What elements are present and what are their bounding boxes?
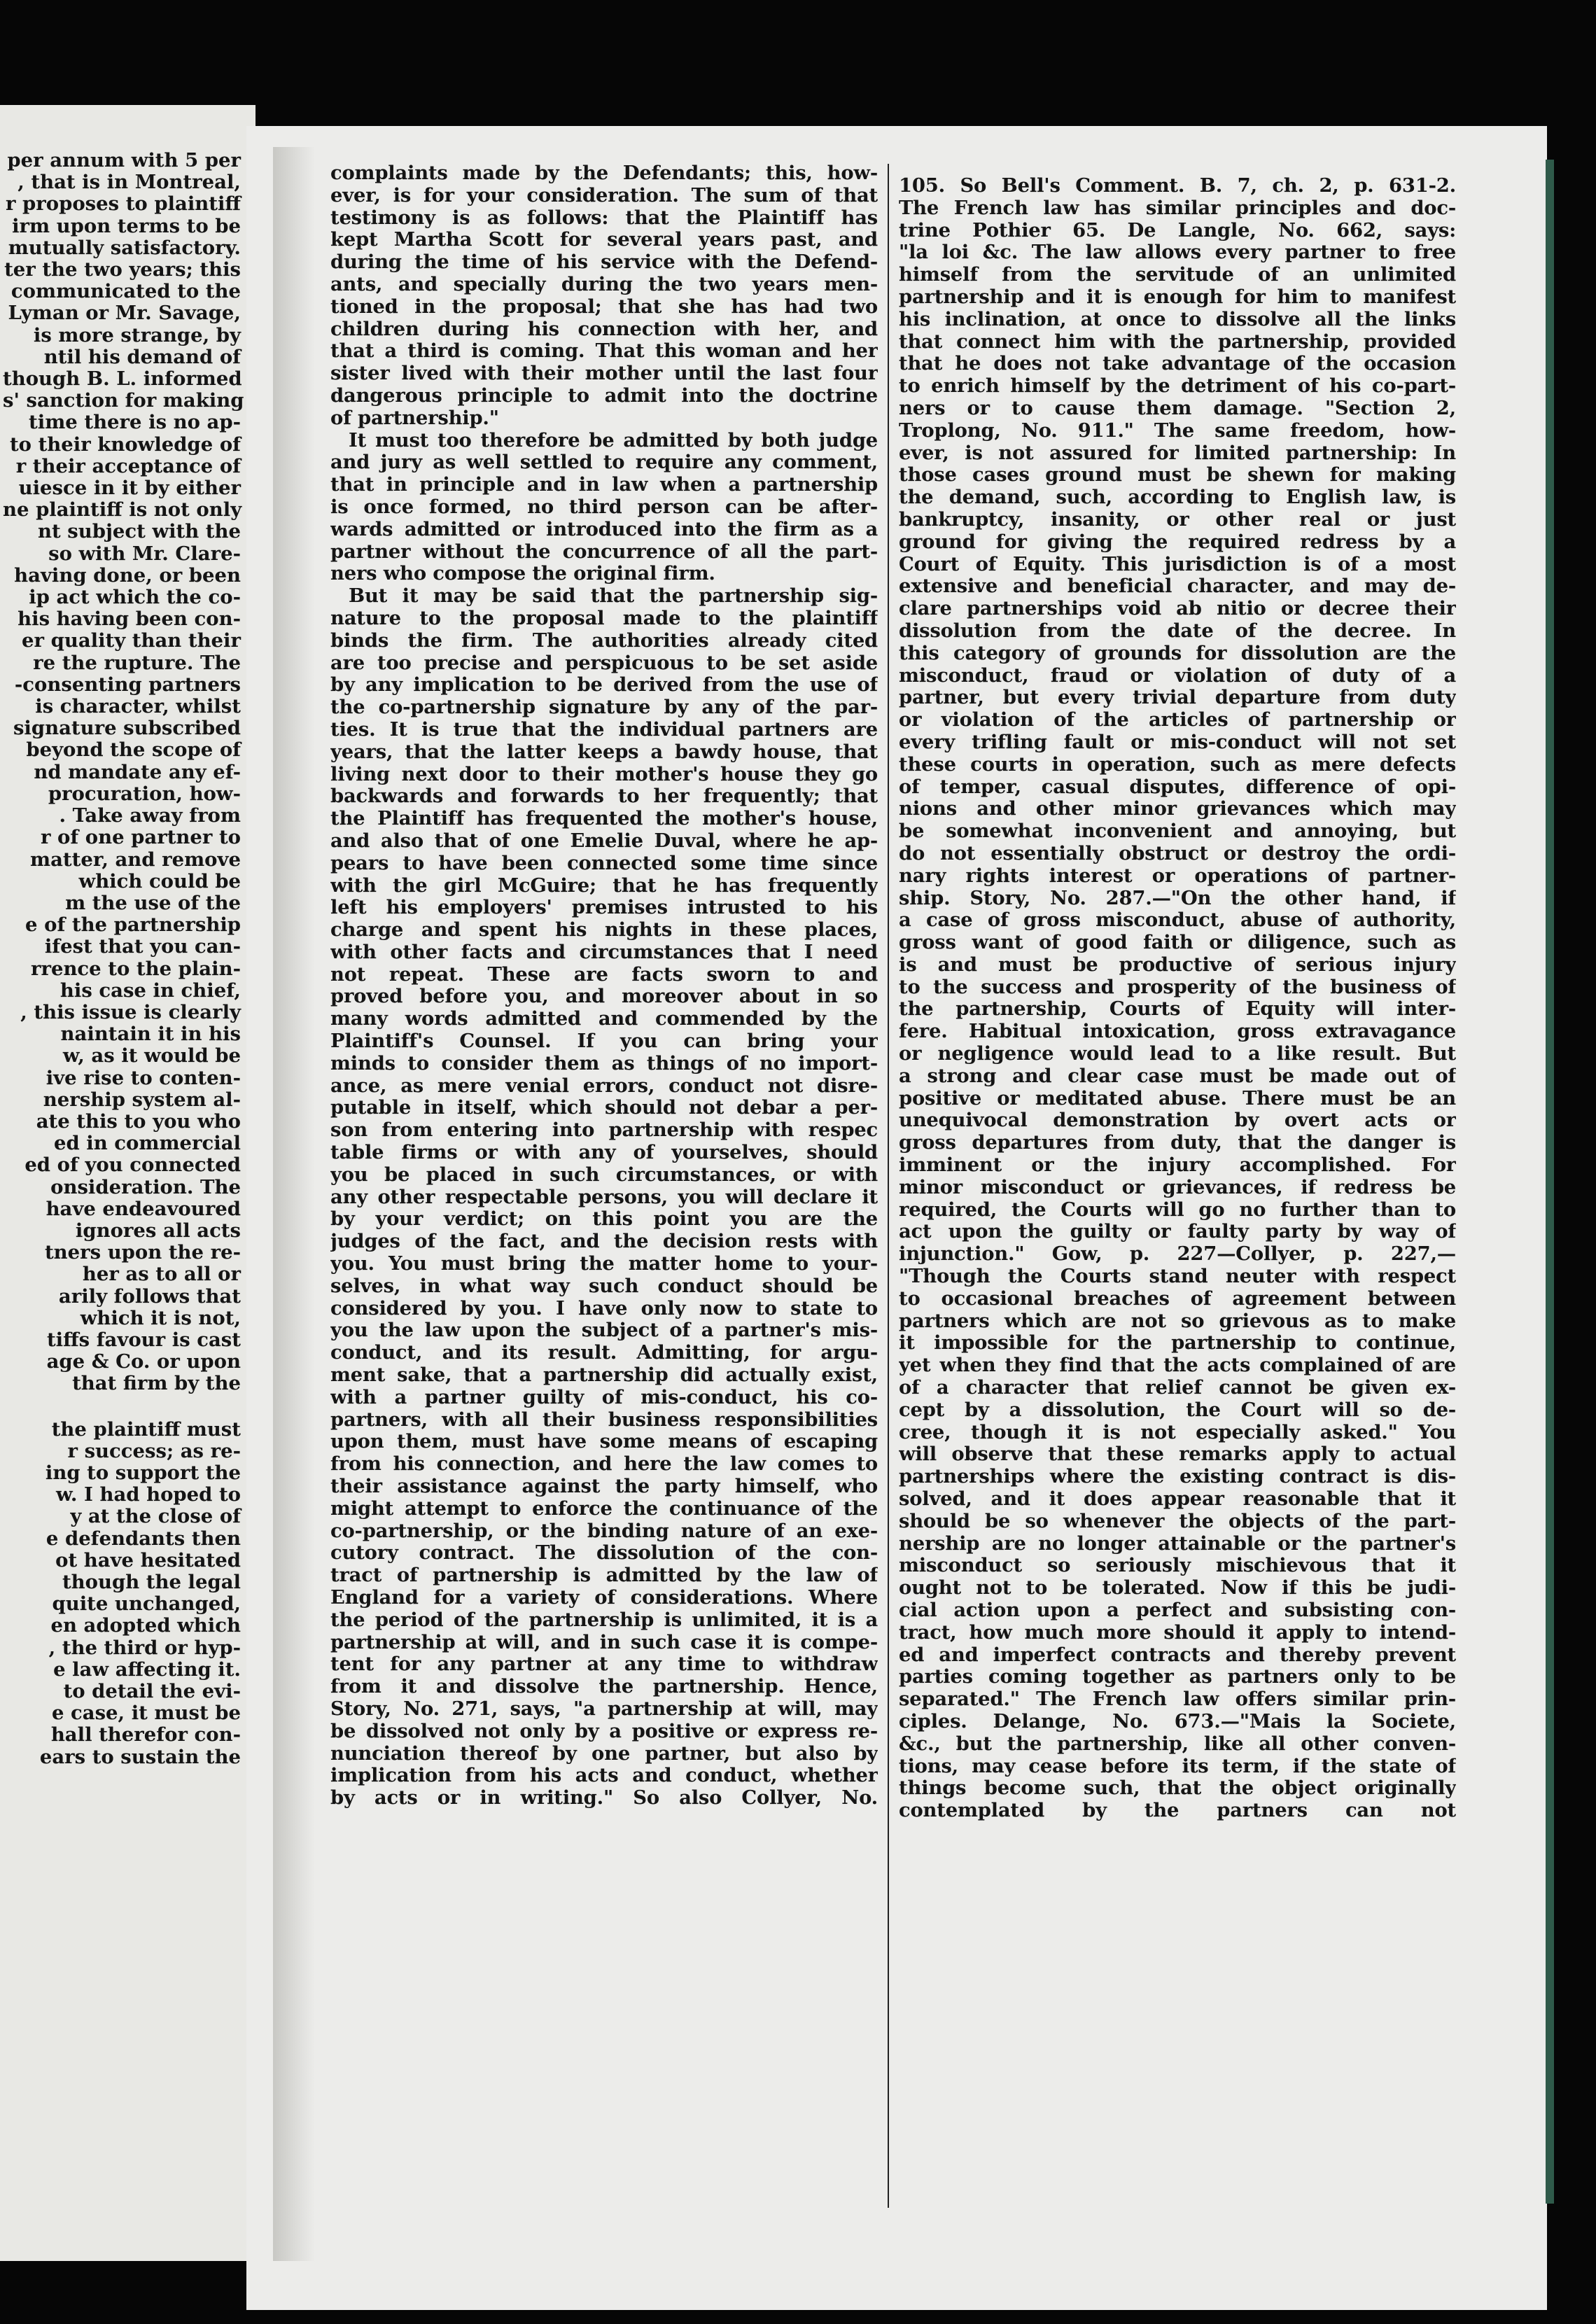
text-line: Court of Equity. This jurisdiction is of a most [899, 553, 1456, 575]
text-line: separated." The French law offers similar prin- [899, 1688, 1456, 1711]
text-line: of temper, casual disputes, difference of opi- [899, 776, 1456, 798]
text-line: nary rights interest or operations of partner- [899, 864, 1456, 887]
text-line: s' sanction for making [3, 389, 244, 412]
text-line: are too precise and perspicuous to be set aside [330, 652, 878, 674]
text-line: ment sake, that a partnership did actually exist, [330, 1364, 878, 1387]
text-line: the partnership, Courts of Equity will inter- [899, 998, 1456, 1021]
text-line: solved, and it does appear reasonable that it [899, 1488, 1456, 1511]
text-line: partner, but every trivial departure from duty [899, 687, 1456, 709]
text-line: positive or meditated abuse. There must be an [899, 1087, 1456, 1110]
text-line: cree, though it is not especially asked." You [899, 1421, 1456, 1443]
text-line: from his connection, and here the law comes to [330, 1453, 878, 1476]
text-line: Story, No. 271, says, "a partnership at will, may [330, 1698, 878, 1720]
text-line: extensive and beneficial character, and may de- [899, 575, 1456, 598]
text-line: , this issue is clearly [20, 1000, 241, 1023]
text-line: gross departures from duty, that the danger is [899, 1132, 1456, 1154]
text-line: sister lived with their mother until the last four [330, 363, 878, 385]
text-line: yet when they find that the acts complained of are [899, 1354, 1456, 1377]
text-line: so with Mr. Clare- [48, 542, 241, 565]
text-line: to detail the evi- [63, 1680, 241, 1703]
text-line: ners or to cause them damage. "Section 2, [899, 397, 1456, 419]
text-line: er quality than their [22, 629, 241, 652]
text-line: though B. L. informed [3, 368, 242, 391]
text-line: trine Pothier 65. De Langle, No. 662, says: [899, 219, 1456, 241]
text-line: himself from the servitude of an unlimited [899, 264, 1456, 286]
text-line: tract, how much more should it apply to intend- [899, 1621, 1456, 1644]
text-line: e law affecting it. [53, 1658, 241, 1681]
text-line: to their knowledge of [9, 433, 241, 456]
text-line: her as to all or [82, 1263, 241, 1286]
text-line: signature subscribed [13, 717, 241, 740]
text-line: cial action upon a perfect and subsisting con- [899, 1600, 1456, 1621]
text-line: nt subject with the [37, 520, 241, 543]
text-line: The French law has similar principles and doc- [899, 197, 1456, 219]
text-line: pears to have been connected some time since [330, 852, 878, 874]
text-line: a case of gross misconduct, abuse of authority, [899, 909, 1456, 932]
text-line: mutually satisfactory. [8, 236, 241, 259]
text-line: ties. It is true that the individual partners are [330, 718, 878, 741]
left-fragment-column [3, 149, 244, 1768]
text-line: partnership at will, and in such case it is compe- [330, 1631, 878, 1653]
text-line: is more strange, by [33, 323, 241, 346]
text-line: ter the two years; this [4, 258, 241, 281]
text-line: years, that the latter keeps a bawdy house, that [330, 741, 878, 763]
text-line: his case in chief, [59, 979, 241, 1002]
text-line: ne plaintiff is not only [3, 498, 242, 522]
text-line: to enrich himself by the detriment of his co-part- [899, 375, 1456, 398]
text-line: of a character that relief cannot be given ex- [899, 1377, 1456, 1399]
text-line: though the legal [62, 1571, 241, 1593]
text-line: having done, or been [14, 564, 241, 587]
text-line: England for a variety of considerations. Where [330, 1587, 878, 1609]
text-line: irm upon terms to be [12, 214, 241, 237]
text-line: implication from his acts and conduct, whether [330, 1765, 878, 1787]
text-line: ship. Story, No. 287.—"On the other hand, if [899, 887, 1456, 909]
text-line: that a third is coming. That this woman and her [330, 340, 878, 363]
text-line: should be so whenever the objects of the part- [899, 1510, 1456, 1532]
text-line: selves, in what way such conduct should be [330, 1275, 878, 1297]
text-line: considered by you. I have only now to state to [330, 1297, 878, 1320]
text-line: might attempt to enforce the continuance of the [330, 1497, 878, 1520]
text-line: &c., but the partnership, like all other conven- [899, 1732, 1456, 1755]
text-line: w. I had hoped to [55, 1483, 241, 1506]
text-line: you the law upon the subject of a partner's mis- [330, 1320, 878, 1342]
text-line: backwards and forwards to her frequently; that [330, 785, 878, 808]
text-line: ip act which the co- [29, 586, 241, 609]
text-line: naintain it in his [60, 1023, 241, 1046]
text-line: which it is not, [80, 1306, 241, 1329]
text-line: quite unchanged, [52, 1592, 241, 1616]
text-line: during the time of his service with the Defend- [330, 251, 878, 274]
text-line: you. You must bring the matter home to your- [330, 1253, 878, 1275]
text-line: minor misconduct or grievances, if redress be [899, 1176, 1456, 1198]
text-line: procuration, how- [48, 782, 241, 805]
text-line: that connect him with the partnership, provided [899, 330, 1456, 353]
text-line: charge and spent his nights in these places, [330, 919, 878, 941]
text-line: and also that of one Emelie Duval, where he ap- [330, 830, 878, 852]
text-line: minds to consider them as things of no import- [330, 1052, 878, 1074]
text-line: ground for giving the required redress by a [899, 531, 1456, 553]
text-line: you be placed in such circumstances, or with [330, 1163, 878, 1186]
text-line: ants, and specially during the two years men- [330, 273, 878, 295]
text-line: nership are no longer attainable or the partner's [899, 1532, 1456, 1555]
text-line: children during his connection with her, and [330, 318, 878, 340]
text-line: "Though the Courts stand neuter with respect [899, 1266, 1456, 1288]
text-line: his having been con- [18, 608, 241, 631]
text-line: ever, is for your consideration. The sum of that [330, 184, 878, 206]
text-line: ntil his demand of [43, 345, 241, 368]
text-line: , that is in Montreal, [18, 171, 241, 194]
text-line: is and must be productive of serious injury [899, 953, 1456, 976]
text-line: be somewhat inconvenient and annoying, but [899, 820, 1456, 843]
text-line: by acts or in writing." So also Collyer, No. [330, 1787, 878, 1809]
text-line: son from entering into partnership with respec [330, 1119, 878, 1142]
text-line: ed in commercial [53, 1132, 241, 1155]
text-line: age & Co. or upon [46, 1350, 241, 1373]
text-line: co-partnership, or the binding nature of an exe- [330, 1520, 878, 1542]
text-line: many words admitted and commended by the [330, 1008, 878, 1030]
text-line: proved before you, and moreover about in so [330, 986, 878, 1008]
text-line: , the third or hyp- [48, 1636, 241, 1659]
text-line: tract of partnership is admitted by the law of [330, 1564, 878, 1587]
text-line: nership system al- [43, 1088, 241, 1111]
text-line: is character, whilst [35, 695, 241, 718]
text-line: onsideration. The [50, 1175, 241, 1198]
text-line: every trifling fault or mis-conduct will not set [899, 731, 1456, 753]
text-line: misconduct so seriously mischievous that it [899, 1555, 1456, 1577]
text-line: ears to sustain the [39, 1745, 241, 1768]
text-line: gross want of good faith or diligence, such as [899, 932, 1456, 954]
text-line: with the girl McGuire; that he has frequently [330, 874, 878, 897]
text-line: fere. Habitual intoxication, gross extravagance [899, 1021, 1456, 1043]
text-line: with a partner guilty of mis-conduct, his co- [330, 1386, 878, 1408]
right-text-column [899, 175, 1456, 1822]
text-line: ners who compose the original firm. [330, 563, 715, 585]
text-line: 105. So Bell's Comment. B. 7, ch. 2, p. 631-2. [899, 175, 1456, 197]
text-line: uiesce in it by either [18, 477, 241, 500]
text-line: ing to support the [45, 1461, 241, 1484]
text-line: bankruptcy, insanity, or other real or just [899, 508, 1456, 531]
text-line: these courts in operation, such as mere defects [899, 753, 1456, 776]
text-line: partnerships where the existing contract is dis- [899, 1466, 1456, 1488]
text-line: ive rise to conten- [46, 1066, 241, 1089]
text-line: beyond the scope of [26, 738, 241, 762]
text-line: act upon the guilty or faulty party by way of [899, 1221, 1456, 1243]
text-line: tiffs favour is cast [46, 1328, 241, 1351]
text-line: will observe that these remarks apply to actual [899, 1443, 1456, 1466]
text-line: unequivocal demonstration by overt acts or [899, 1110, 1456, 1132]
text-line: putable in itself, which should not debar a per- [330, 1097, 878, 1119]
text-line: Troplong, No. 911." The same freedom, how- [899, 419, 1456, 442]
column-divider [888, 164, 889, 2208]
text-line: the Plaintiff has frequented the mother's house, [330, 808, 878, 830]
text-line: conduct, and its result. Admitting, for argu- [330, 1342, 878, 1364]
text-line: living next door to their mother's house they go [330, 763, 878, 785]
text-line: the demand, such, according to English law, is [899, 486, 1456, 509]
text-line: partners which are not so grievous as to make [899, 1310, 1456, 1332]
text-line: w, as it would be [62, 1044, 241, 1068]
text-line: per annum with 5 per [7, 149, 241, 172]
text-line: tioned in the proposal; that she has had two [330, 295, 878, 318]
text-line: by any implication to be derived from the use of [330, 674, 878, 696]
text-line: the co-partnership signature by any of the par- [330, 696, 878, 719]
text-line: that firm by the [72, 1372, 241, 1395]
text-line: be dissolved not only by a positive or express re- [330, 1720, 878, 1742]
text-line: ever, is not assured for limited partnership: In [899, 442, 1456, 464]
text-line: tent for any partner at any time to withdraw [330, 1653, 878, 1676]
text-line: nunciation thereof by one partner, but also by [330, 1742, 878, 1765]
text-line: to the success and prosperity of the business of [899, 976, 1456, 998]
text-line: tners upon the re- [44, 1241, 241, 1264]
text-line: any other respectable persons, you will declare it [330, 1186, 878, 1208]
text-line: to occasional breaches of agreement between [899, 1287, 1456, 1310]
text-line: kept Martha Scott for several years past, and [330, 229, 878, 251]
text-line: ed of you connected [24, 1154, 241, 1177]
text-line: that in principle and in law when a partnership [330, 474, 878, 496]
text-line: contemplated by the partners can not [899, 1800, 1456, 1822]
text-line: not repeat. These are facts sworn to and [330, 963, 878, 986]
text-line: this category of grounds for dissolution are the [899, 642, 1456, 664]
text-line: by your verdict; on this point you are the [330, 1208, 878, 1231]
text-line: arily follows that [58, 1284, 241, 1308]
text-line: ciples. Delange, No. 673.—"Mais la Societe, [899, 1710, 1456, 1732]
text-line: rrence to the plain- [30, 957, 241, 980]
page-gutter-shadow [273, 147, 315, 2261]
text-line: e of the partnership [25, 913, 241, 937]
main-text-column [330, 162, 878, 1809]
text-line: matter, and remove [30, 848, 241, 871]
text-line: table firms or with any of yourselves, should [330, 1142, 878, 1164]
text-line: partner without the concurrence of all the part- [330, 540, 878, 563]
text-line: r their acceptance of [15, 454, 241, 477]
text-line: e defendants then [46, 1527, 241, 1550]
text-line: injunction." Gow, p. 227—Collyer, p. 227,— [899, 1243, 1456, 1266]
text-line: communicated to the [10, 280, 241, 303]
text-line: time there is no ap- [29, 411, 241, 434]
text-line: Lyman or Mr. Savage, [8, 302, 241, 325]
text-line: ot have hesitated [55, 1548, 241, 1572]
text-line: or negligence would lead to a like result. But [899, 1043, 1456, 1065]
text-line: wards admitted or introduced into the firm as a [330, 518, 878, 540]
text-line: or violation of the articles of partnership or [899, 709, 1456, 732]
text-line: ifest that you can- [44, 935, 241, 958]
text-line: his inclination, at once to dissolve all the links [899, 308, 1456, 330]
previous-page-fragment [0, 105, 255, 2261]
text-line: is once formed, no third person can be after- [330, 496, 878, 518]
text-line: and jury as well settled to require any comment, [330, 451, 878, 474]
text-line: en adopted which [50, 1614, 241, 1637]
text-line: hall therefor con- [50, 1723, 241, 1746]
text-line: judges of the fact, and the decision rests with [330, 1231, 878, 1253]
text-line: the period of the partnership is unlimited, it is a [330, 1609, 878, 1631]
text-line: partnership and it is enough for him to manifest [899, 286, 1456, 308]
text-line: which could be [78, 869, 241, 892]
text-line: partners, with all their business responsibilities [330, 1408, 878, 1431]
text-line: upon them, must have some means of escaping [330, 1431, 878, 1453]
text-line: those cases ground must be shewn for making [899, 464, 1456, 486]
text-line: ance, as mere venial errors, conduct not disre- [330, 1074, 878, 1097]
text-line: nd mandate any ef- [34, 760, 241, 783]
text-line: parties coming together as partners only to be [899, 1666, 1456, 1688]
text-line: with other facts and circumstances that I need [330, 941, 878, 963]
text-line: nature to the proposal made to the plaintiff [330, 607, 878, 629]
text-line: ate this to you who [36, 1110, 241, 1133]
text-line: "la loi &c. The law allows every partner to free [899, 241, 1456, 264]
text-line: cutory contract. The dissolution of the con- [330, 1542, 878, 1564]
text-line: dangerous principle to admit into the doctrine [330, 384, 878, 407]
text-line: It must too therefore be admitted by both judge [349, 429, 878, 451]
text-line [3, 1395, 241, 1419]
text-line: m the use of the [65, 891, 241, 914]
text-line: from it and dissolve the partnership. Hence, [330, 1676, 878, 1698]
text-line: of partnership." [330, 407, 499, 429]
text-line: e case, it must be [51, 1702, 241, 1725]
text-line: r proposes to plaintiff [5, 192, 241, 216]
text-line: r success; as re- [67, 1439, 241, 1462]
text-line: the plaintiff must [51, 1418, 241, 1441]
text-line: But it may be said that the partnership sig- [349, 585, 878, 608]
text-line: testimony is as follows: that the Plaintiff has [330, 206, 878, 229]
text-line: r of one partner to [40, 826, 241, 849]
text-line: ought not to be tolerated. Now if this be judi- [899, 1577, 1456, 1600]
text-line: it impossible for the partnership to continue, [899, 1332, 1456, 1354]
text-line: things become such, that the object originally [899, 1777, 1456, 1800]
text-line: nions and other minor grievances which may [899, 798, 1456, 820]
text-line: ignores all acts [75, 1219, 241, 1242]
text-line: y at the close of [70, 1505, 241, 1528]
text-line: misconduct, fraud or violation of duty of a [899, 664, 1456, 687]
book-edge [1546, 160, 1554, 2204]
text-line: ed and imperfect contracts and thereby prevent [899, 1644, 1456, 1666]
text-line: imminent or the injury accomplished. For [899, 1154, 1456, 1177]
text-line: re the rupture. The [33, 651, 241, 674]
text-line: required, the Courts will go no further than to [899, 1198, 1456, 1221]
text-line: dissolution from the date of the decree. In [899, 620, 1456, 642]
text-line: that he does not take advantage of the occasion [899, 353, 1456, 375]
text-line: have endeavoured [46, 1197, 241, 1220]
text-line: do not essentially obstruct or destroy the ordi- [899, 842, 1456, 864]
text-line: tions, may cease before its term, if the state of [899, 1755, 1456, 1777]
text-line: a strong and clear case must be made out of [899, 1065, 1456, 1087]
text-line: clare partnerships void ab nitio or decree their [899, 598, 1456, 620]
text-line: left his employers' premises intrusted to his [330, 897, 878, 919]
text-line: -consenting partners [14, 673, 241, 696]
text-line: Plaintiff's Counsel. If you can bring your [330, 1030, 878, 1053]
text-line: cept by a dissolution, the Court will so de- [899, 1399, 1456, 1421]
text-line: binds the firm. The authorities already cited [330, 629, 878, 652]
text-line: . Take away from [59, 804, 241, 827]
text-line: their assistance against the party himself, who [330, 1476, 878, 1498]
text-line: complaints made by the Defendants; this, how- [330, 162, 878, 184]
